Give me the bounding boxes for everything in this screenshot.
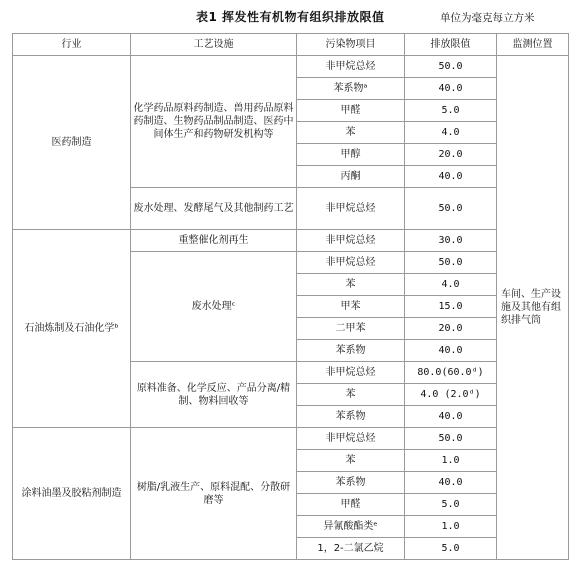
- pollutant-cell: 非甲烷总烃: [297, 252, 405, 274]
- pollutant-cell: 甲醛: [297, 494, 405, 516]
- pollutant-cell: 丙酮: [297, 166, 405, 188]
- table-caption: [0, 0, 580, 30]
- table-row: [13, 56, 569, 78]
- header-industry: 行业: [13, 34, 131, 56]
- limit-cell: 4.0 (2.0ᵈ): [405, 384, 497, 406]
- pollutant-cell: 异氰酸酯类ᵉ: [297, 516, 405, 538]
- limit-cell: 1.0: [405, 516, 497, 538]
- process-cell: 废水处理ᶜ: [131, 252, 297, 362]
- pollutant-cell: 苯: [297, 450, 405, 472]
- limit-cell: 20.0: [405, 144, 497, 166]
- header-limit: 排放限值: [405, 34, 497, 56]
- limit-cell: 5.0: [405, 538, 497, 560]
- pollutant-cell: 甲醇: [297, 144, 405, 166]
- industry-cell: 涂料油墨及胶粘剂制造: [13, 428, 131, 560]
- pollutant-cell: 1，2-二氯乙烷: [297, 538, 405, 560]
- process-cell: 重整催化剂再生: [131, 230, 297, 252]
- process-cell: 树脂/乳液生产、原料混配、分散研磨等: [131, 428, 297, 560]
- industry-cell: 医药制造: [13, 56, 131, 230]
- pollutant-cell: 苯系物: [297, 340, 405, 362]
- limit-cell: 50.0: [405, 252, 497, 274]
- pollutant-cell: 苯系物: [297, 406, 405, 428]
- pollutant-cell: 非甲烷总烃: [297, 362, 405, 384]
- limit-cell: 40.0: [405, 340, 497, 362]
- limit-cell: 5.0: [405, 100, 497, 122]
- unit-note: 单位为毫克每立方米: [440, 12, 535, 24]
- pollutant-cell: 苯系物: [297, 472, 405, 494]
- table-row: [13, 230, 569, 252]
- pollutant-cell: 苯: [297, 122, 405, 144]
- limit-cell: 50.0: [405, 188, 497, 230]
- pollutant-cell: 非甲烷总烃: [297, 230, 405, 252]
- header-monitor: 监测位置: [497, 34, 569, 56]
- monitor-position-cell: [497, 56, 569, 560]
- pollutant-cell: 非甲烷总烃: [297, 56, 405, 78]
- table-row: [13, 428, 569, 450]
- process-cell: 原料准备、化学反应、产品分离/精制、物料回收等: [131, 362, 297, 428]
- pollutant-cell: 非甲烷总烃: [297, 428, 405, 450]
- header-pollutant: 污染物项目: [297, 34, 405, 56]
- limit-cell: 5.0: [405, 494, 497, 516]
- pollutant-cell: 苯: [297, 274, 405, 296]
- limit-cell: 80.0(60.0ᵈ): [405, 362, 497, 384]
- pollutant-cell: 非甲烷总烃: [297, 188, 405, 230]
- limit-cell: 40.0: [405, 78, 497, 100]
- limit-cell: 20.0: [405, 318, 497, 340]
- header-row: [13, 34, 569, 56]
- limit-cell: 4.0: [405, 274, 497, 296]
- emission-limits-table: [12, 33, 569, 560]
- limit-cell: 50.0: [405, 56, 497, 78]
- limit-cell: 4.0: [405, 122, 497, 144]
- process-cell: 化学药品原料药制造、兽用药品原料药制造、生物药品制品制造、医药中间体生产和药物研发机构等: [131, 56, 297, 188]
- limit-cell: 50.0: [405, 428, 497, 450]
- limit-cell: 1.0: [405, 450, 497, 472]
- table-title: 表1 挥发性有机物有组织排放限值: [196, 10, 385, 24]
- header-process: 工艺设施: [131, 34, 297, 56]
- monitor-position-text: 车间、生产设施及其他有组织排气筒: [501, 289, 561, 326]
- limit-cell: 15.0: [405, 296, 497, 318]
- limit-cell: 40.0: [405, 472, 497, 494]
- pollutant-cell: 苯系物ᵃ: [297, 78, 405, 100]
- industry-cell: 石油炼制及石油化学ᵇ: [13, 230, 131, 428]
- process-cell: 废水处理、发酵尾气及其他制药工艺: [131, 188, 297, 230]
- pollutant-cell: 甲苯: [297, 296, 405, 318]
- limit-cell: 40.0: [405, 166, 497, 188]
- limit-cell: 40.0: [405, 406, 497, 428]
- limit-cell: 30.0: [405, 230, 497, 252]
- pollutant-cell: 苯: [297, 384, 405, 406]
- pollutant-cell: 甲醛: [297, 100, 405, 122]
- pollutant-cell: 二甲苯: [297, 318, 405, 340]
